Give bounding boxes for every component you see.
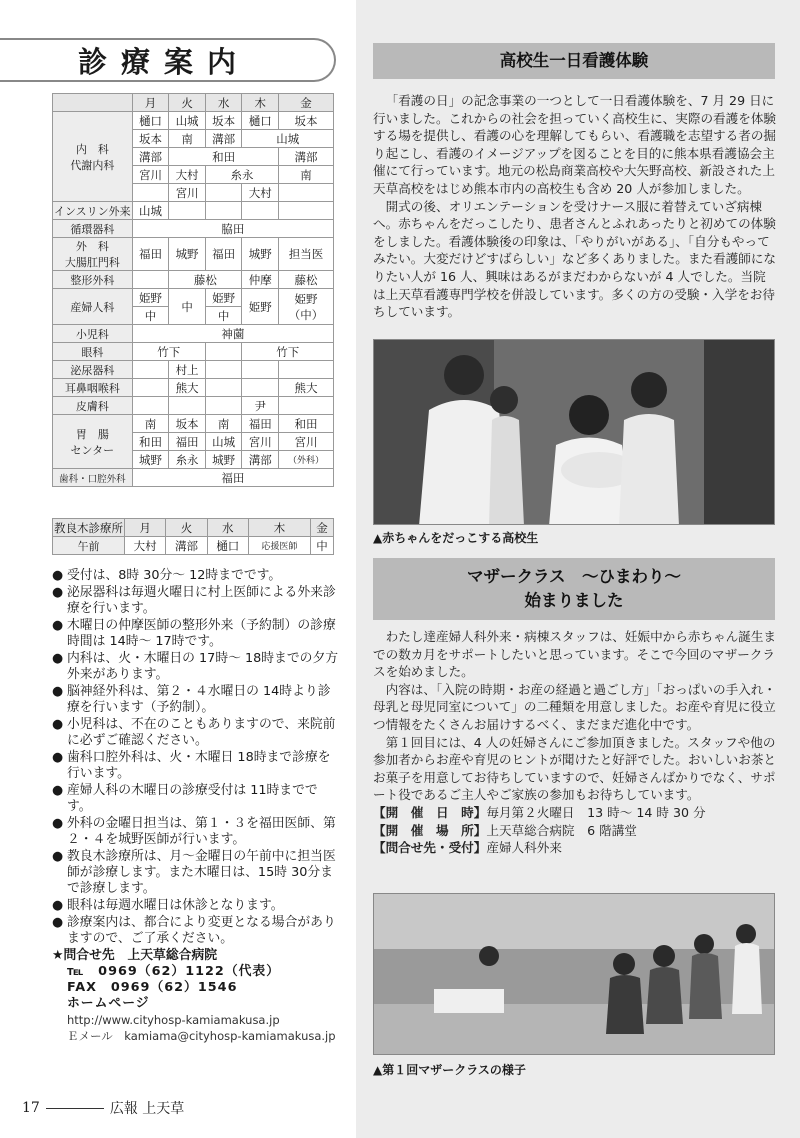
doctor-cell: 城野: [242, 238, 279, 271]
note-item: ● 小児科は、不在のこともありますので、来院前に必ずご確認ください。: [52, 717, 342, 749]
paragraph: わたし達産婦人科外来・病棟スタッフは、妊娠中から赤ちゃん誕生までの数カ月をサポートしたいと思っています。そこで今回のマザークラスを始めました。: [373, 629, 776, 680]
doctor-cell: 宮川: [279, 433, 334, 451]
doctor-cell: 大村: [169, 166, 206, 184]
doctor-cell: 藤松: [169, 271, 242, 289]
doctor-cell: 南: [205, 415, 242, 433]
photo-caption: ▲第１回マザークラスの様子: [373, 1063, 526, 1077]
doctor-cell: 尹: [242, 397, 279, 415]
day-header: 金: [310, 519, 333, 537]
day-header: 金: [279, 94, 334, 112]
publication-name: 広報 上天草: [109, 1101, 185, 1117]
right-column: [356, 0, 800, 1138]
doctor-cell: 和田: [279, 415, 334, 433]
note-item: ● 教良木診療所は、月～金曜日の午前中に担当医師が診療します。また木曜日は、15時 30分まで診療します。: [52, 849, 342, 897]
day-header: 火: [169, 94, 206, 112]
contact-tel: ℡ 0969（62）1122（代表）: [67, 964, 281, 979]
day-header: 木: [248, 519, 310, 537]
note-item: ● 診療案内は、都合により変更となる場合がありますので、ご了承ください。: [52, 915, 342, 947]
doctor-cell: 姫野: [132, 289, 169, 307]
doctor-cell: 中: [205, 307, 242, 325]
doctor-cell: 村上: [169, 361, 206, 379]
doctor-cell: 大村: [242, 184, 279, 202]
photo-image: [374, 340, 775, 525]
note-item: ● 眼科は毎週水曜日は休診となります。: [52, 898, 342, 914]
contact-fax: FAX 0969（62）1546: [67, 980, 238, 995]
contact-heading: ★問合せ先 上天草総合病院: [52, 948, 218, 963]
info-row: 【開 催 日 時】毎月第２火曜日 13 時～ 14 時 30 分: [373, 804, 706, 820]
doctor-cell: 大村: [125, 537, 166, 555]
note-item: ● 産婦人科の木曜日の診療受付は 11時までです。: [52, 783, 342, 815]
photo-image: [374, 894, 775, 1055]
photo-nursing-experience: [373, 339, 775, 525]
doctor-cell: 溝部: [242, 451, 279, 469]
doctor-cell: 南: [279, 166, 334, 184]
dept-hifuka: 皮膚科: [53, 397, 133, 415]
doctor-cell: 坂本: [132, 130, 169, 148]
doctor-cell: 福田: [242, 415, 279, 433]
notes-list: [52, 568, 342, 1044]
doctor-cell: 山城: [169, 112, 206, 130]
schedule-table: [52, 93, 334, 487]
doctor-cell: 溝部: [166, 537, 207, 555]
day-header: 月: [132, 94, 169, 112]
homepage-url[interactable]: http://www.cityhosp-kamiamakusa.jp: [67, 1013, 280, 1027]
doctor-cell: 神薗: [132, 325, 333, 343]
photo-mother-class: [373, 893, 775, 1055]
info-row: 【開 催 場 所】上天草総合病院 6 階講堂: [373, 822, 637, 838]
doctor-cell: 宮川: [132, 166, 169, 184]
doctor-cell: 中: [310, 537, 333, 555]
note-item: ● 木曜日の仲摩医師の整形外来（予約制）の診療時間は 14時～ 17時です。: [52, 618, 342, 650]
doctor-cell: 福田: [132, 238, 169, 271]
doctor-cell: 溝部: [132, 148, 169, 166]
doctor-cell: 姫野 （中）: [279, 289, 334, 325]
doctor-cell: 坂本: [205, 112, 242, 130]
note-item: ● 外科の金曜日担当は、第１・３を福田医師、第２・４を城野医師が行います。: [52, 816, 342, 848]
day-header: 木: [242, 94, 279, 112]
day-header: 水: [205, 94, 242, 112]
clinic-name: 教良木診療所: [54, 520, 123, 535]
dept-ichou: 胃 腸 センター: [53, 415, 133, 469]
dept-junkanki: 循環器科: [53, 220, 133, 238]
doctor-cell: 坂本: [279, 112, 334, 130]
footer-rule: [46, 1108, 104, 1109]
dept-hinyoki: 泌尿器科: [53, 361, 133, 379]
doctor-cell: 応援医師: [248, 537, 310, 555]
section-title-mother-class: マザークラス ～ひまわり～ 始まりました: [373, 558, 775, 620]
doctor-cell: 溝部: [279, 148, 334, 166]
photo-caption: ▲赤ちゃんをだっこする高校生: [373, 531, 539, 545]
doctor-cell: 中: [132, 307, 169, 325]
doctor-cell: 糸永: [169, 451, 206, 469]
doctor-cell: 南: [169, 130, 206, 148]
doctor-cell: 城野: [205, 451, 242, 469]
paragraph: 「看護の日」の記念事業の一つとして一日看護体験を、7 月 29 日に行いました。これからの社会を担っていく高校生に、実際の看護を体験する場を提供し、看護の心を理解してもらい、看護職を志望する者の掘り起こし、看護のイメージアップを図ることを目的に熊本県看護協会主催にて行っています。地元の松島商業高校や大矢野高校、新設された上天草高校をはじめ熊本市内の高校生も含め 20 人が参加しました。: [373, 93, 776, 196]
doctor-cell: 溝部: [205, 130, 242, 148]
homepage-label: ホームページ: [67, 996, 150, 1011]
doctor-cell: （外科）: [279, 451, 334, 469]
day-header: 水: [207, 519, 248, 537]
note-item: ● 泌尿器科は毎週火曜日に村上医師による外来診療を行います。: [52, 585, 342, 617]
doctor-cell: 中: [169, 289, 206, 325]
time-label: 午前: [53, 537, 125, 555]
paragraph: 内容は、「入院の時期・お産の経過と過ごし方」「おっぱいの手入れ・母乳と母児同室について」の二種類を用意しました。お産や育児に役立つ情報をたくさんお届けするべく、まだまだ進化中です。: [373, 681, 776, 732]
doctor-cell: 城野: [132, 451, 169, 469]
doctor-cell: 南: [132, 415, 169, 433]
page-title: 診療案内: [0, 38, 336, 82]
dept-shika: 歯科・口腔外科: [53, 469, 133, 487]
doctor-cell: 脇田: [132, 220, 333, 238]
doctor-cell: 城野: [169, 238, 206, 271]
doctor-cell: 樋口: [242, 112, 279, 130]
section-title-nursing: 高校生一日看護体験: [373, 43, 775, 79]
note-item: ● 脳神経外科は、第２・４水曜日の 14時より診療を行います（予約制）。: [52, 684, 342, 716]
doctor-cell: 坂本: [169, 415, 206, 433]
doctor-cell: 熊大: [169, 379, 206, 397]
doctor-cell: 宮川: [242, 433, 279, 451]
note-item: ● 歯科口腔外科は、火・木曜日 18時まで診療を行います。: [52, 750, 342, 782]
doctor-cell: 山城: [205, 433, 242, 451]
clinic-schedule-table: [52, 518, 334, 555]
contact-block: [52, 948, 342, 1044]
doctor-cell: 藤松: [279, 271, 334, 289]
day-header: 火: [166, 519, 207, 537]
doctor-cell: 和田: [169, 148, 279, 166]
info-row: 【問合せ先・受付】産婦人科外来: [373, 840, 562, 856]
doctor-cell: 和田: [132, 433, 169, 451]
doctor-cell: 姫野: [205, 289, 242, 307]
dept-insulin: インスリン外来: [53, 202, 133, 220]
dept-sanfujin: 産婦人科: [53, 289, 133, 325]
doctor-cell: 山城: [242, 130, 334, 148]
doctor-cell: 糸永: [205, 166, 278, 184]
note-item: ● 内科は、火・木曜日の 17時～ 18時までの夕方外来があります。: [52, 651, 342, 683]
doctor-cell: 宮川: [169, 184, 206, 202]
section-body-nursing: [373, 92, 777, 321]
doctor-cell: 仲摩: [242, 271, 279, 289]
dept-jibika: 耳鼻咽喉科: [53, 379, 133, 397]
contact-email[interactable]: Ｅメール kamiama@cityhosp-kamiamakusa.jp: [67, 1029, 336, 1043]
page-number: 17: [22, 1100, 40, 1116]
paragraph: 開式の後、オリエンテーションを受けナース服に着替えていざ病棟へ。赤ちゃんをだっこしたり、患者さんとふれあったりと初めての体験をしました。看護体験後の印象は、「やりがいがある」、「自分もやってみたい。大変だけどすばらしい」など多くありました。また看護師になりたい人が 16 人、興味はあるがまだわからないが 4 人でした。当院は上天草看護専門学校を併設しています。多くの方の受験・入学をお待ちしています。: [373, 198, 776, 320]
doctor-cell: 福田: [132, 469, 333, 487]
page-footer: [22, 1098, 184, 1118]
doctor-cell: 姫野: [242, 289, 279, 325]
note-item: ● 受付は、8時 30分～ 12時までです。: [52, 568, 342, 584]
dept-naika: 内 科 代謝内科: [53, 112, 133, 202]
doctor-cell: 熊大: [279, 379, 334, 397]
doctor-cell: 樋口: [207, 537, 248, 555]
doctor-cell: 竹下: [132, 343, 205, 361]
dept-ganka: 眼科: [53, 343, 133, 361]
doctor-cell: 樋口: [132, 112, 169, 130]
doctor-cell: 福田: [169, 433, 206, 451]
section-body-mother-class: [373, 628, 777, 857]
doctor-cell: 福田: [205, 238, 242, 271]
left-column: [0, 0, 356, 1138]
dept-geka: 外 科 大腸肛門科: [53, 238, 133, 271]
dept-seikei: 整形外科: [53, 271, 133, 289]
doctor-cell: 担当医: [279, 238, 334, 271]
doctor-cell: 竹下: [242, 343, 334, 361]
day-header: 月: [125, 519, 166, 537]
paragraph: 第１回目には、4 人の妊婦さんにご参加頂きました。スタッフや他の参加者からお産や育児のヒントが聞けたと好評でした。おいしいお茶とお菓子を用意してお待ちしていますので、妊婦さんばかりでなく、サポート役であるご主人やご家族の参加もお待ちしています。: [373, 734, 776, 803]
doctor-cell: 山城: [132, 202, 169, 220]
dept-shoni: 小児科: [53, 325, 133, 343]
